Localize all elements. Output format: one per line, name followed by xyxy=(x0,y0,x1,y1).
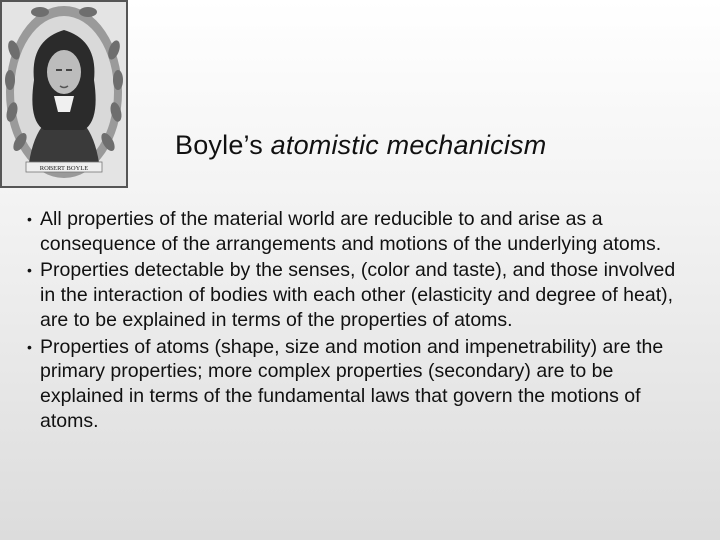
bullet-text: Properties detectable by the senses, (color and taste), and those involved in the interaction of bodies with each other (elasticity and degree of heat), are to be explained in terms of the properties of atoms. xyxy=(40,259,676,331)
bullet-dot: • xyxy=(27,262,32,279)
list-item xyxy=(0,335,700,434)
portrait-caption: ROBERT BOYLE xyxy=(39,165,89,172)
portrait-image xyxy=(0,0,128,188)
bullet-dot: • xyxy=(27,211,32,227)
bullet-list xyxy=(0,207,700,435)
list-item xyxy=(0,207,700,256)
portrait-engraving xyxy=(0,0,128,188)
list-item xyxy=(0,258,700,332)
slide-title-italic: atomistic mechanicism xyxy=(270,130,547,160)
bullet-dot: • xyxy=(27,338,32,355)
bullet-text: All properties of the material world are reducible to and arise as a consequence of the arrangements and motions of the underlying atoms. xyxy=(40,208,662,255)
bullet-text: Properties of atoms (shape, size and motion and impenetrability) are the primary properties; more complex properties (secondary) are to be explained in terms of the fundamental laws that govern the motions of atoms. xyxy=(40,335,664,432)
slide-title-plain: Boyle’s xyxy=(175,130,271,160)
slide-title xyxy=(175,130,546,161)
